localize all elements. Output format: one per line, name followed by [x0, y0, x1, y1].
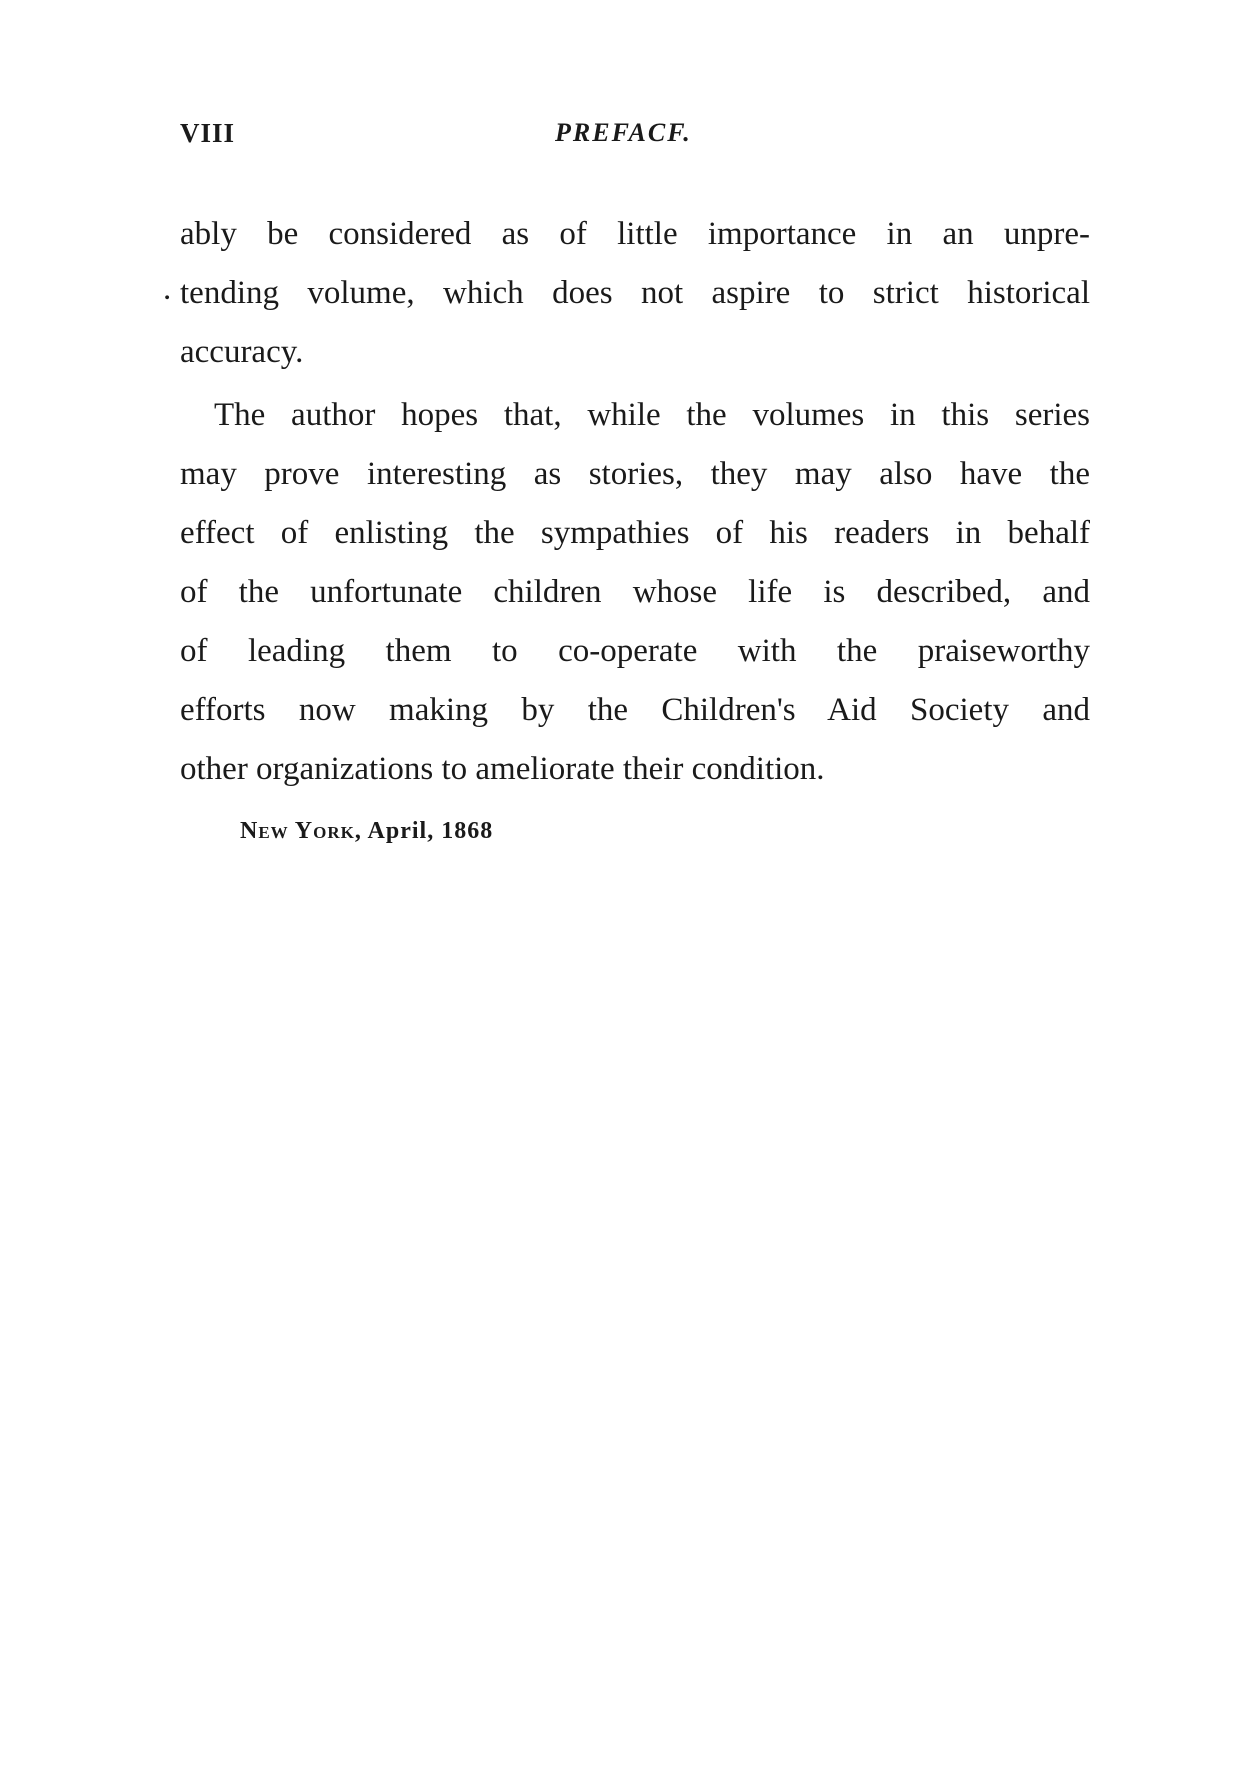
text-line: may prove interesting as stories, they may also have the [180, 456, 1090, 492]
preface-body [180, 205, 1090, 799]
text-line: of leading them to co-operate with the praiseworthy [180, 633, 1090, 669]
preface-paragraph-2 [180, 386, 1090, 799]
text-line: efforts now making by the Children's Aid Society and [180, 692, 1090, 728]
text-line: other organizations to ameliorate their condition. [180, 751, 825, 787]
text-line: of the unfortunate children whose life is described, and [180, 574, 1090, 610]
preface-signature [240, 818, 493, 845]
print-speck: . [163, 271, 172, 307]
page-number: VIII [180, 118, 236, 148]
text-line: The author hopes that, while the volumes in this series [214, 397, 1090, 433]
signature-place: New York, [240, 818, 362, 844]
preface-paragraph-1 [180, 205, 1090, 382]
signature-date: April, 1868 [367, 818, 494, 844]
text-line: effect of enlisting the sympathies of his readers in behalf [180, 515, 1090, 551]
text-line: ably be considered as of little importance in an unpre- [180, 216, 1090, 252]
running-head [180, 118, 1090, 158]
text-line: accuracy. [180, 334, 304, 370]
text-line: tending volume, which does not aspire to strict historical [180, 275, 1090, 311]
running-title: PREFACF. [555, 118, 692, 147]
